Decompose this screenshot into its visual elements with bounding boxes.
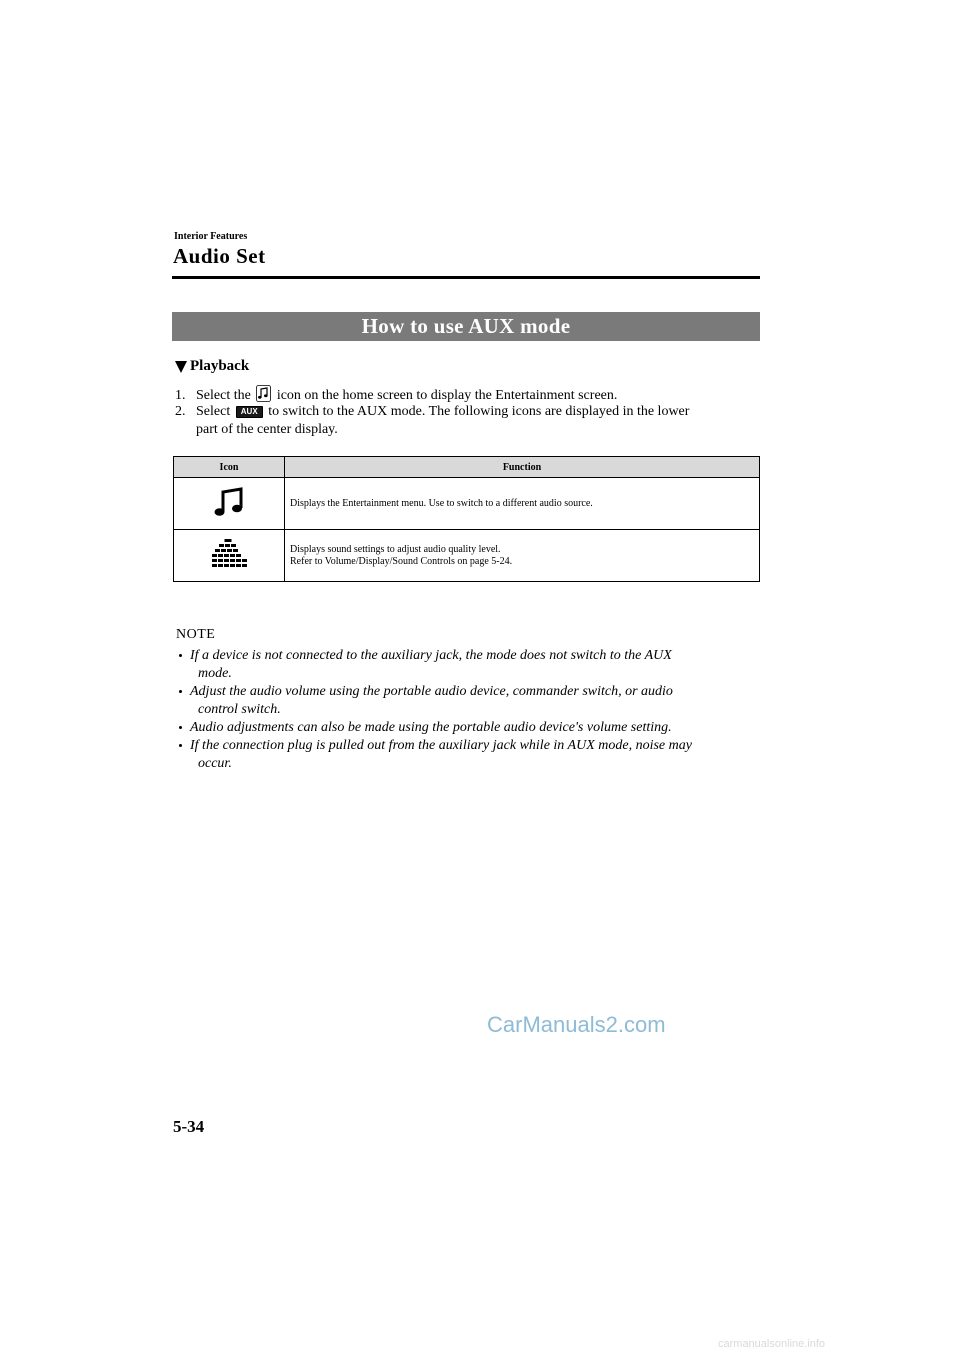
header-rule xyxy=(172,276,760,279)
step-text-continued: part of the center display. xyxy=(196,422,338,437)
table-row xyxy=(174,478,760,530)
step-2 xyxy=(175,403,689,439)
function-text: Refer to Volume/Display/Sound Controls on page 5-24. xyxy=(290,555,513,567)
subheading xyxy=(175,358,249,375)
music-note-icon xyxy=(213,510,245,521)
step-text: to switch to the AUX mode. The following icons are displayed in the lower xyxy=(268,404,690,419)
function-text: Displays the Entertainment menu. Use to switch to a different audio source. xyxy=(290,497,593,509)
table-header-icon: Icon xyxy=(174,457,285,478)
table-icon-cell xyxy=(174,530,285,582)
step-number: 2. xyxy=(175,404,186,419)
table-header-row xyxy=(174,457,760,478)
aux-icon: AUX xyxy=(236,406,263,418)
table-function-cell xyxy=(285,530,760,582)
note-item xyxy=(183,737,758,773)
triangle-marker-icon xyxy=(175,361,187,373)
equalizer-icon xyxy=(210,563,248,574)
note-text-continued: occur. xyxy=(198,756,232,771)
chapter-title: Audio Set xyxy=(173,244,266,268)
footer-watermark: carmanualsonline.info xyxy=(718,1338,826,1350)
watermark: CarManuals2.com xyxy=(487,1012,666,1037)
step-text: Select the xyxy=(196,388,251,403)
table-row xyxy=(174,530,760,582)
note-text: Adjust the audio volume using the portable audio device, commander switch, or audio xyxy=(190,684,673,699)
note-item xyxy=(183,683,758,719)
note-item xyxy=(183,719,758,737)
table-header-function: Function xyxy=(285,457,760,478)
note-item xyxy=(183,647,758,683)
page-number: 5-34 xyxy=(173,1117,205,1136)
note-list xyxy=(183,647,758,773)
note-text: If a device is not connected to the auxiliary jack, the mode does not switch to the AUX xyxy=(190,648,672,663)
section-banner: How to use AUX mode xyxy=(172,312,760,341)
note-text: If the connection plug is pulled out from the auxiliary jack while in AUX mode, noise may xyxy=(190,738,692,753)
icon-function-table xyxy=(173,456,760,582)
step-text: icon on the home screen to display the Entertainment screen. xyxy=(276,388,618,403)
function-text: Displays sound settings to adjust audio quality level. xyxy=(290,543,501,555)
section-label: Interior Features xyxy=(174,231,248,242)
table-icon-cell xyxy=(174,478,285,530)
note-title: NOTE xyxy=(176,627,216,642)
note-text-continued: mode. xyxy=(198,666,232,681)
note-text: Audio adjustments can also be made using the portable audio device's volume setting. xyxy=(190,720,672,735)
subheading-text: Playback xyxy=(190,358,250,374)
step-text: Select xyxy=(196,404,231,419)
step-number: 1. xyxy=(175,388,186,403)
note-text-continued: control switch. xyxy=(198,702,281,717)
table-function-cell xyxy=(285,478,760,530)
